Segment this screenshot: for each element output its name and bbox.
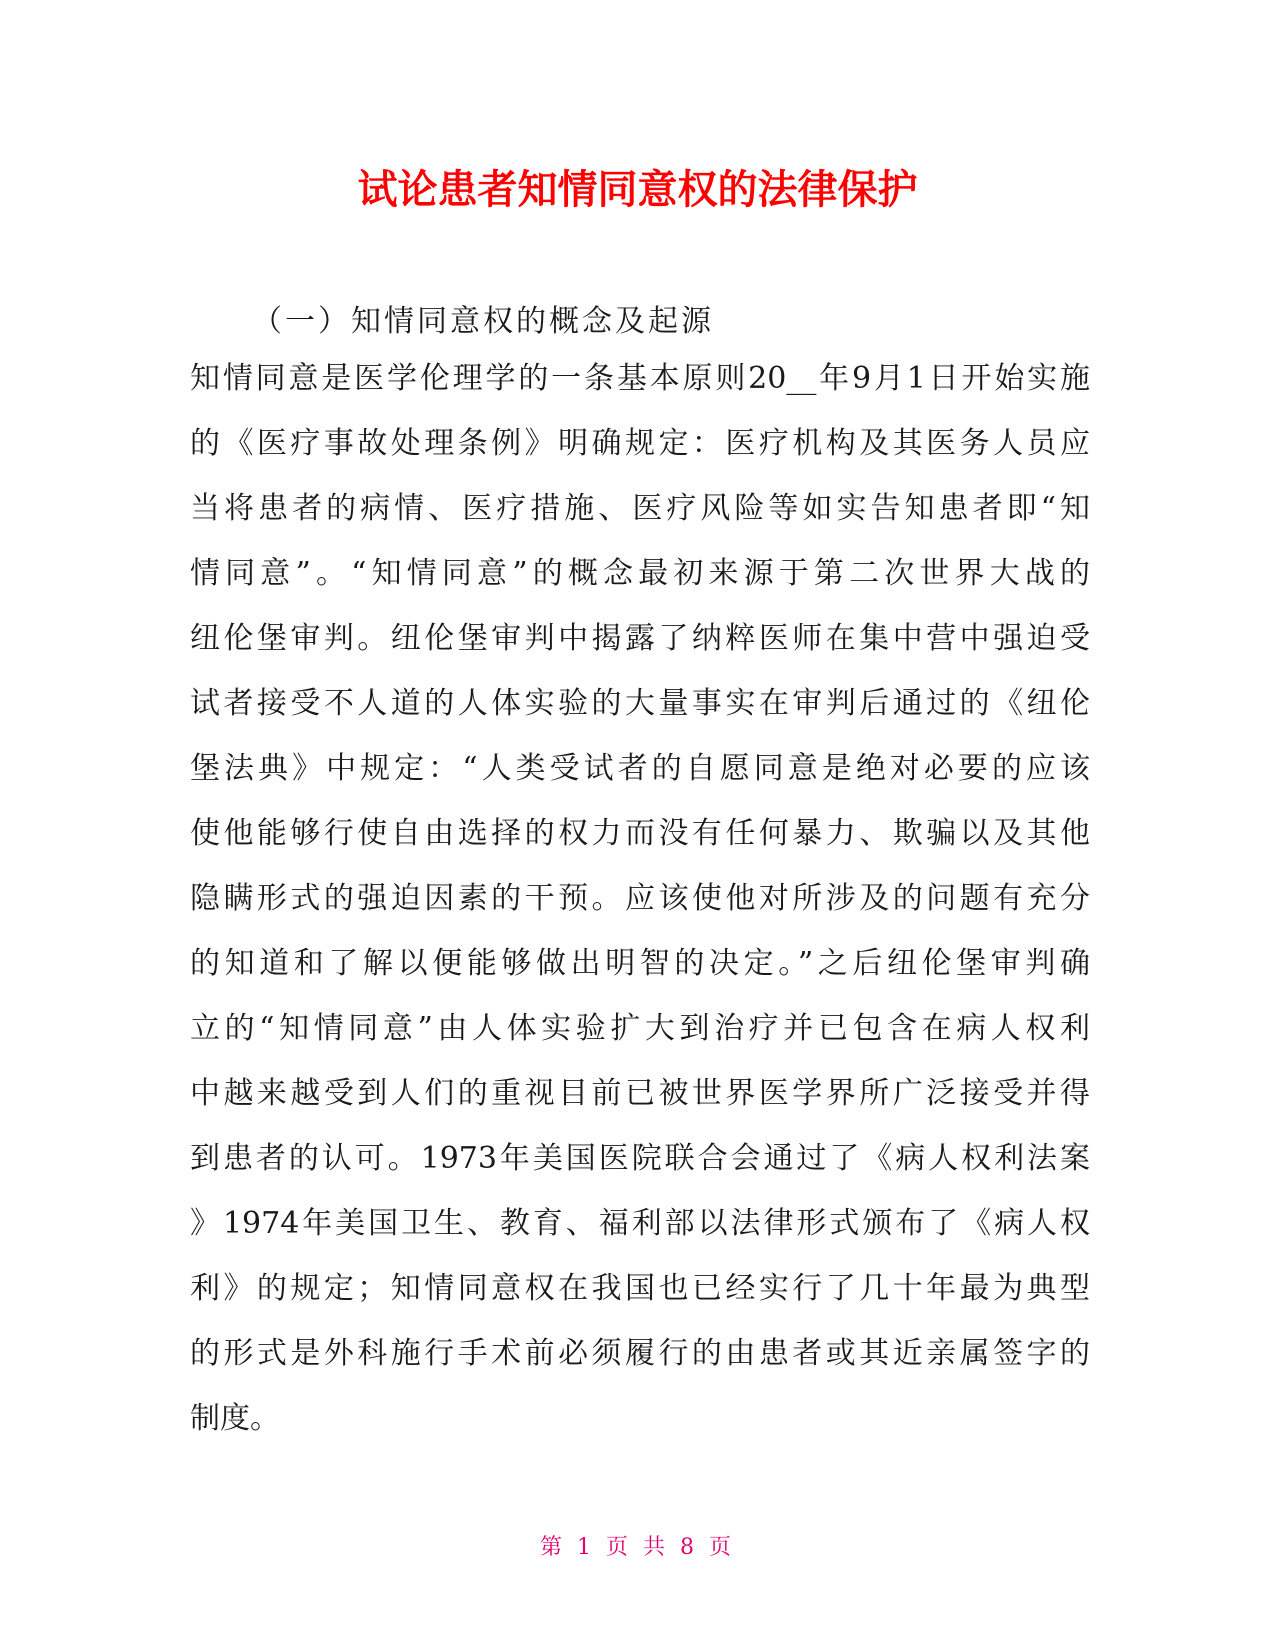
paragraph-line: 立的“知情同意”由人体实验扩大到治疗并已包含在病人权利 <box>190 1011 1090 1046</box>
paragraph-line: 的《医疗事故处理条例》明确规定：医疗机构及其医务人员应 <box>190 426 1090 461</box>
paragraph-line: 使他能够行使自由选择的权力而没有任何暴力、欺骗以及其他 <box>190 816 1090 851</box>
paragraph-line: 的知道和了解以便能够做出明智的决定。”之后纽伦堡审判确 <box>190 946 1090 981</box>
paragraph-line: 》1974年美国卫生、教育、福利部以法律形式颁布了《病人权 <box>190 1206 1090 1241</box>
paragraph-line: 利》的规定；知情同意权在我国也已经实行了几十年最为典型 <box>190 1271 1090 1306</box>
paragraph-line: 隐瞒形式的强迫因素的干预。应该使他对所涉及的问题有充分 <box>190 881 1090 916</box>
section-heading: （一）知情同意权的概念及起源 <box>252 304 714 339</box>
paragraph-line: 试者接受不人道的人体实验的大量事实在审判后通过的《纽伦 <box>190 686 1090 721</box>
paragraph-line: 知情同意是医学伦理学的一条基本原则20__年9月1日开始实施 <box>190 361 1090 396</box>
paragraph-line: 制度。 <box>190 1401 280 1436</box>
paragraph-line: 纽伦堡审判。纽伦堡审判中揭露了纳粹医师在集中营中强迫受 <box>190 621 1090 656</box>
paragraph-line: 当将患者的病情、医疗措施、医疗风险等如实告知患者即“知 <box>190 491 1090 526</box>
paragraph-line: 到患者的认可。1973年美国医院联合会通过了《病人权利法案 <box>190 1141 1090 1176</box>
paragraph-line: 堡法典》中规定：“人类受试者的自愿同意是绝对必要的应该 <box>190 751 1090 786</box>
page-title: 试论患者知情同意权的法律保护 <box>357 167 918 213</box>
paragraph-line: 中越来越受到人们的重视目前已被世界医学界所广泛接受并得 <box>190 1076 1090 1111</box>
page-number-footer: 第 1 页 共 8 页 <box>540 1535 735 1560</box>
paragraph-line: 情同意”。“知情同意”的概念最初来源于第二次世界大战的 <box>190 556 1090 591</box>
body-paragraph <box>190 346 1090 1451</box>
paragraph-line: 的形式是外科施行手术前必须履行的由患者或其近亲属签字的 <box>190 1336 1090 1371</box>
